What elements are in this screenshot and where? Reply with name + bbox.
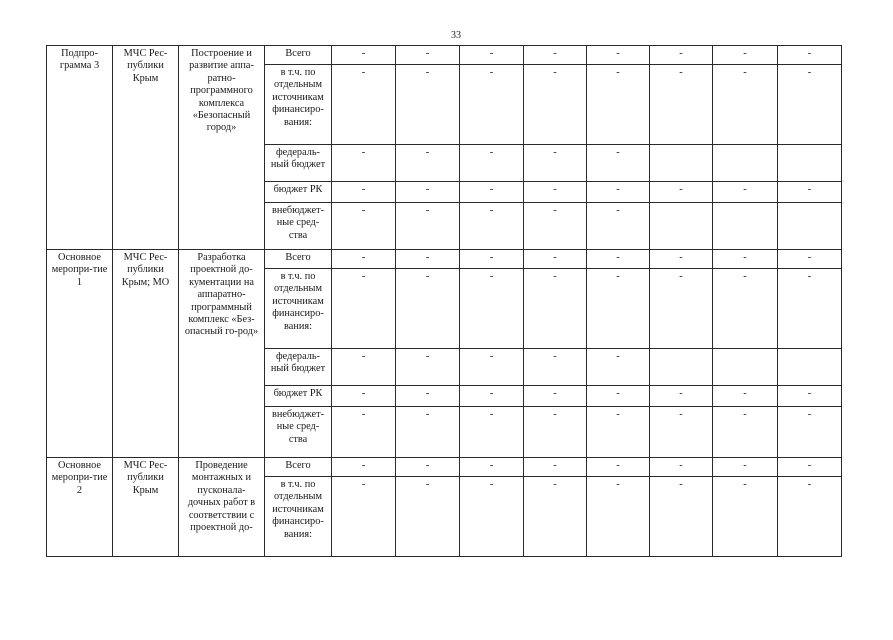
amount-cell	[713, 349, 778, 386]
amount-cell: -	[778, 250, 842, 269]
amount-cell: -	[396, 477, 460, 557]
amount-cell: -	[460, 269, 524, 349]
amount-cell: -	[460, 203, 524, 250]
amount-cell: -	[332, 477, 396, 557]
amount-cell	[778, 145, 842, 182]
amount-cell: -	[650, 477, 713, 557]
amount-cell: -	[460, 477, 524, 557]
amount-cell: -	[460, 182, 524, 203]
amount-cell: -	[460, 250, 524, 269]
amount-cell: -	[524, 203, 587, 250]
amount-cell	[778, 349, 842, 386]
amount-cell: -	[713, 269, 778, 349]
amount-cell: -	[396, 145, 460, 182]
table-row	[47, 458, 842, 477]
amount-cell: -	[396, 349, 460, 386]
amount-cell: -	[396, 203, 460, 250]
amount-cell: -	[332, 182, 396, 203]
amount-cell: -	[650, 407, 713, 458]
amount-cell: -	[650, 386, 713, 407]
amount-cell	[650, 349, 713, 386]
table-row	[47, 250, 842, 269]
amount-cell	[778, 203, 842, 250]
amount-cell: -	[524, 145, 587, 182]
amount-cell: -	[587, 349, 650, 386]
amount-cell: -	[524, 269, 587, 349]
executor-name: МЧС Рес-публики Крым; МО	[113, 250, 179, 458]
amount-cell: -	[460, 349, 524, 386]
amount-cell	[713, 203, 778, 250]
amount-cell: -	[524, 477, 587, 557]
amount-cell: -	[460, 46, 524, 65]
amount-cell: -	[332, 203, 396, 250]
funding-source: Всего	[265, 46, 332, 65]
amount-cell: -	[332, 250, 396, 269]
amount-cell: -	[332, 65, 396, 145]
amount-cell: -	[332, 269, 396, 349]
amount-cell: -	[524, 46, 587, 65]
amount-cell: -	[650, 182, 713, 203]
executor-name: МЧС Рес-публики Крым	[113, 46, 179, 250]
amount-cell: -	[587, 458, 650, 477]
amount-cell: -	[713, 458, 778, 477]
amount-cell	[650, 145, 713, 182]
funding-table	[46, 45, 842, 557]
amount-cell: -	[713, 250, 778, 269]
amount-cell: -	[332, 458, 396, 477]
funding-source: в т.ч. по отдельным источникам финансиро-вания:	[265, 477, 332, 557]
executor-name: МЧС Рес-публики Крым	[113, 458, 179, 557]
amount-cell: -	[778, 407, 842, 458]
amount-cell: -	[587, 477, 650, 557]
amount-cell: -	[587, 269, 650, 349]
amount-cell: -	[396, 250, 460, 269]
amount-cell: -	[778, 458, 842, 477]
amount-cell: -	[778, 477, 842, 557]
amount-cell: -	[587, 203, 650, 250]
amount-cell: -	[460, 145, 524, 182]
funding-source: внебюджет-ные сред-ства	[265, 407, 332, 458]
amount-cell: -	[396, 46, 460, 65]
funding-source: бюджет РК	[265, 182, 332, 203]
amount-cell: -	[587, 386, 650, 407]
funding-source: Всего	[265, 458, 332, 477]
amount-cell: -	[460, 65, 524, 145]
amount-cell: -	[524, 386, 587, 407]
amount-cell: -	[587, 145, 650, 182]
page-number: 33	[451, 30, 461, 41]
amount-cell: -	[332, 145, 396, 182]
amount-cell: -	[396, 407, 460, 458]
amount-cell: -	[396, 386, 460, 407]
amount-cell: -	[460, 458, 524, 477]
amount-cell: -	[524, 65, 587, 145]
amount-cell: -	[332, 349, 396, 386]
funding-source: Всего	[265, 250, 332, 269]
amount-cell: -	[524, 458, 587, 477]
amount-cell: -	[713, 46, 778, 65]
amount-cell: -	[587, 46, 650, 65]
amount-cell: -	[524, 349, 587, 386]
amount-cell: -	[587, 182, 650, 203]
activity-title: Построение и развитие аппа-ратно-программного комплекса «Безопасный город»	[179, 46, 265, 250]
amount-cell: -	[396, 182, 460, 203]
amount-cell: -	[524, 250, 587, 269]
amount-cell: -	[713, 386, 778, 407]
amount-cell: -	[587, 407, 650, 458]
amount-cell	[713, 145, 778, 182]
funding-source: федераль-ный бюджет	[265, 349, 332, 386]
amount-cell: -	[524, 407, 587, 458]
amount-cell: -	[650, 458, 713, 477]
amount-cell	[650, 203, 713, 250]
amount-cell: -	[650, 46, 713, 65]
amount-cell: -	[778, 269, 842, 349]
amount-cell: -	[332, 386, 396, 407]
amount-cell: -	[332, 46, 396, 65]
amount-cell: -	[524, 182, 587, 203]
table-row	[47, 46, 842, 65]
funding-source: федераль-ный бюджет	[265, 145, 332, 182]
amount-cell: -	[396, 458, 460, 477]
amount-cell: -	[778, 46, 842, 65]
amount-cell: -	[650, 65, 713, 145]
funding-source: в т.ч. по отдельным источникам финансиро-вания:	[265, 65, 332, 145]
amount-cell: -	[460, 407, 524, 458]
amount-cell: -	[713, 65, 778, 145]
amount-cell: -	[587, 250, 650, 269]
activity-title: Проведение монтажных и пусконала-дочных работ в соответствии с проектной до-	[179, 458, 265, 557]
program-name: Основное меропри-тие 1	[47, 250, 113, 458]
amount-cell: -	[396, 269, 460, 349]
amount-cell: -	[713, 182, 778, 203]
funding-source: бюджет РК	[265, 386, 332, 407]
program-name: Подпро-грамма 3	[47, 46, 113, 250]
program-name: Основное меропри-тие 2	[47, 458, 113, 557]
amount-cell: -	[332, 407, 396, 458]
activity-title: Разработка проектной до-кументации на аппаратно-программный комплекс «Без-опасный го-род»	[179, 250, 265, 458]
amount-cell: -	[713, 477, 778, 557]
amount-cell: -	[460, 386, 524, 407]
funding-source: внебюджет-ные сред-ства	[265, 203, 332, 250]
amount-cell: -	[778, 182, 842, 203]
amount-cell: -	[778, 65, 842, 145]
amount-cell: -	[396, 65, 460, 145]
amount-cell: -	[650, 250, 713, 269]
funding-source: в т.ч. по отдельным источникам финансиро-вания:	[265, 269, 332, 349]
amount-cell: -	[587, 65, 650, 145]
amount-cell: -	[778, 386, 842, 407]
amount-cell: -	[713, 407, 778, 458]
amount-cell: -	[650, 269, 713, 349]
